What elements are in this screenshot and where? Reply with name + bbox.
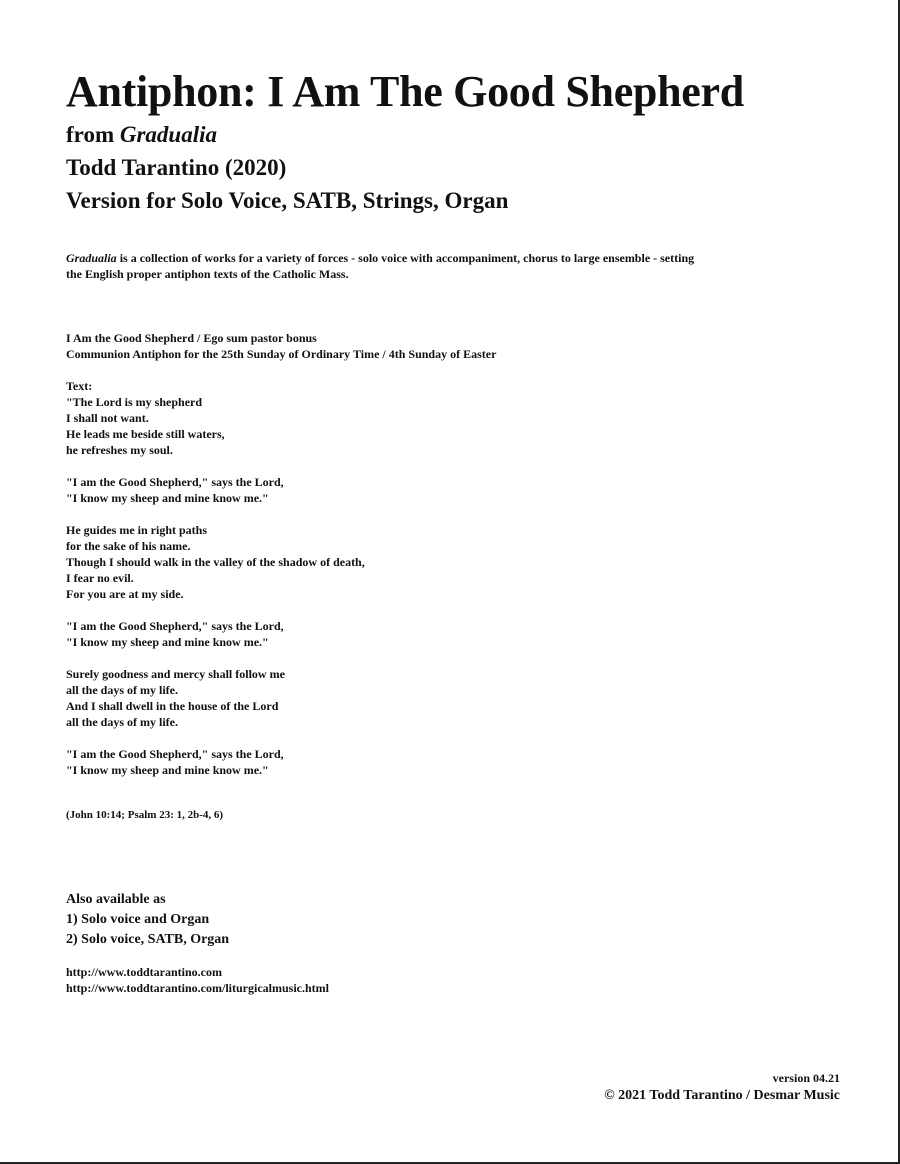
intro-text: is a collection of works for a variety of forces - solo voice with accompaniment, chorus to large ensemble - setting the English proper antiphon texts of the Catholic Mass. [66, 251, 695, 281]
also-available-item: 1) Solo voice and Organ [66, 912, 210, 927]
also-available [66, 890, 229, 950]
website-link[interactable]: http://www.toddtarantino.com [66, 965, 223, 979]
from-prefix: from [66, 122, 120, 147]
version-number: version 04.21 [772, 1071, 840, 1085]
stanza [66, 522, 365, 602]
also-available-heading: Also available as [66, 892, 166, 907]
text-line: And I shall dwell in the house of the Lord [66, 699, 279, 713]
version-line: Version for Solo Voice, SATB, Strings, Organ [66, 188, 509, 213]
intro-paragraph [66, 250, 706, 282]
stanza [66, 746, 365, 778]
liturgical-music-link[interactable]: http://www.toddtarantino.com/liturgicalmusic.html [66, 981, 329, 995]
source-collection-line [66, 120, 217, 150]
website-links [66, 964, 329, 996]
antiphon-title-line: I Am the Good Shepherd / Ego sum pastor bonus [66, 331, 317, 345]
text-line: Though I should walk in the valley of the shadow of death, [66, 555, 365, 569]
stanza [66, 394, 365, 458]
text-line: "I know my sheep and mine know me." [66, 635, 269, 649]
text-line: I fear no evil. [66, 571, 134, 585]
antiphon-info [66, 330, 496, 362]
text-line: for the sake of his name. [66, 539, 191, 553]
text-line: all the days of my life. [66, 715, 178, 729]
text-line: "I am the Good Shepherd," says the Lord, [66, 747, 284, 761]
footer [604, 1070, 840, 1106]
composer-line: Todd Tarantino (2020) [66, 155, 287, 180]
text-line: I shall not want. [66, 411, 149, 425]
copyright-notice: © 2021 Todd Tarantino / Desmar Music [604, 1088, 840, 1103]
stanza [66, 474, 365, 506]
text-line: "I know my sheep and mine know me." [66, 491, 269, 505]
text-line: "The Lord is my shepherd [66, 395, 203, 409]
document-page [66, 0, 856, 1164]
stanza [66, 618, 365, 650]
text-line: For you are at my side. [66, 587, 184, 601]
intro-work-name: Gradualia [66, 251, 117, 265]
text-line: "I am the Good Shepherd," says the Lord, [66, 619, 284, 633]
text-line: he refreshes my soul. [66, 443, 173, 457]
text-line: "I know my sheep and mine know me." [66, 763, 269, 777]
text-line: "I am the Good Shepherd," says the Lord, [66, 475, 284, 489]
text-label: Text: [66, 379, 93, 393]
stanza [66, 666, 365, 730]
scripture-citation: (John 10:14; Psalm 23: 1, 2b-4, 6) [66, 809, 224, 821]
antiphon-text [66, 378, 365, 794]
collection-name: Gradualia [119, 122, 218, 147]
text-line: He leads me beside still waters, [66, 427, 225, 441]
text-line: all the days of my life. [66, 683, 178, 697]
also-available-item: 2) Solo voice, SATB, Organ [66, 932, 230, 947]
text-line: Surely goodness and mercy shall follow me [66, 667, 285, 681]
antiphon-occasion-line: Communion Antiphon for the 25th Sunday of Ordinary Time / 4th Sunday of Easter [66, 347, 497, 361]
page-title: Antiphon: I Am The Good Shepherd [66, 67, 744, 116]
text-line: He guides me in right paths [66, 523, 208, 537]
